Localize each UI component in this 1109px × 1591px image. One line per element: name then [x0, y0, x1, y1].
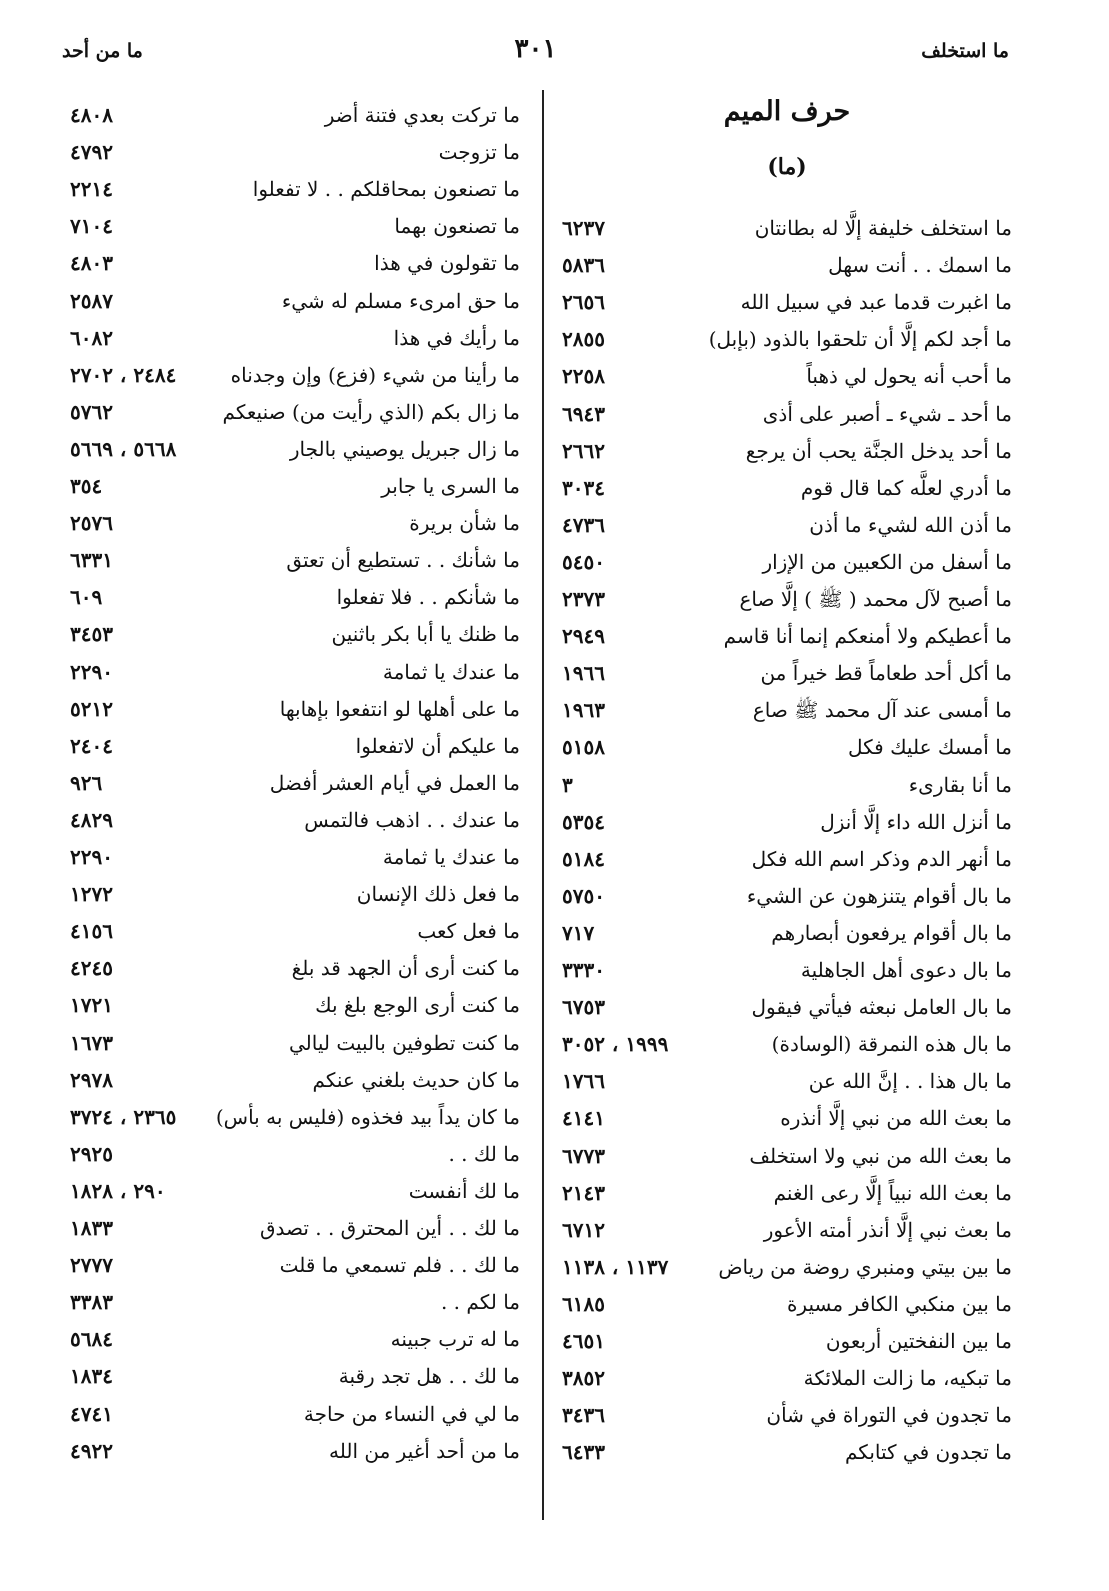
entry-ref-number: ٤٧٣٦: [562, 512, 605, 537]
entry-text: ما بال أقوام يتنزهون عن الشيء: [746, 883, 1012, 908]
entry-ref-number: ٧١٧: [562, 920, 595, 945]
entry-text: ما لك . . فلم تسمعي ما قلت: [279, 1253, 520, 1278]
entry-ref-number: ٢٢٥٨: [562, 364, 605, 389]
entry-text: ما أذن الله لشيء ما أذن: [809, 512, 1012, 537]
entry-text: ما ظنك يا أبا بكر باثنين: [331, 622, 520, 647]
entry-ref-number: ١١٣٧ ، ١١٣٨: [562, 1254, 669, 1279]
index-entry: [562, 989, 1012, 1025]
entry-ref-number: ٦٢٣٧: [562, 216, 605, 240]
entry-ref-number: ٢٨٥٥: [562, 327, 605, 352]
entry-ref-number: ٤٨٠٣: [70, 251, 113, 276]
entry-text: ما أكل أحد طعاماً قط خيراً من: [760, 661, 1012, 686]
entry-ref-number: ٣٣٣٠: [562, 958, 605, 982]
entry-text: ما شأنك . . تستطيع أن تعتق: [286, 548, 520, 573]
entry-ref-number: ٤٨٠٨: [70, 103, 113, 127]
entry-ref-number: ٩٢٦: [70, 770, 103, 795]
entry-ref-number: ٦٠٩: [70, 585, 103, 610]
entry-ref-number: ١٨٣٣: [70, 1216, 113, 1240]
entry-ref-number: ٦٤٣٣: [562, 1440, 605, 1465]
entry-text: ما اسمك . . أنت سهل: [828, 253, 1012, 278]
entry-text: ما بال دعوى أهل الجاهلية: [800, 958, 1012, 982]
index-entry: [70, 1173, 520, 1209]
entry-ref-number: ٥٦٦٨ ، ٥٦٦٩: [70, 436, 177, 461]
index-entry: [562, 618, 1012, 654]
entry-text: ما تصنعون بهما: [394, 214, 520, 239]
entry-ref-number: ٢٤٠٤: [70, 733, 113, 758]
index-entry: [70, 431, 520, 467]
entry-text: ما السرى يا جابر: [381, 474, 520, 498]
entry-ref-number: ٤٧٩٢: [70, 140, 113, 165]
index-entry: [70, 97, 520, 133]
entry-text: ما بال العامل نبعثه فيأتي فيقول: [751, 995, 1012, 1020]
entry-ref-number: ٢٧٧٧: [70, 1253, 113, 1278]
index-entry: [70, 950, 520, 986]
index-entry: [562, 1100, 1012, 1136]
entry-text: ما اغبرت قدما عبد في سبيل الله: [740, 290, 1012, 315]
entry-text: ما على أهلها لو انتفعوا بإهابها: [279, 696, 520, 721]
entry-ref-number: ١٧٢١: [70, 993, 113, 1018]
entry-text: ما بال أقوام يرفعون أبصارهم: [771, 920, 1012, 945]
entry-text: ما أحب أنه يحول لي ذهباً: [806, 364, 1012, 389]
entry-ref-number: ٢٣٦٥ ، ٣٧٢٤: [70, 1104, 177, 1129]
index-entry: [70, 283, 520, 319]
entry-ref-number: ١٩٦٦: [562, 661, 605, 686]
index-entry: [562, 1360, 1012, 1396]
entry-ref-number: ٢٢٩٠: [70, 659, 113, 684]
entry-text: ما شأن بريرة: [409, 511, 520, 536]
entry-text: ما بين بيتي ومنبري روضة من رياض: [718, 1254, 1012, 1279]
entry-text: ما أسفل من الكعبين من الإزار: [762, 549, 1012, 574]
index-entry: [70, 1284, 520, 1320]
index-entry: [70, 208, 520, 244]
index-entry: [562, 1397, 1012, 1433]
index-entry: [562, 692, 1012, 728]
entry-ref-number: ٤٢٤٥: [70, 956, 113, 981]
index-entry: [562, 358, 1012, 394]
entry-text: ما أعطيكم ولا أمنعكم إنما أنا قاسم: [723, 624, 1012, 649]
entry-ref-number: ٥٧٥٠: [562, 883, 605, 908]
index-entry: [562, 544, 1012, 580]
entry-ref-number: ١٨٣٤: [70, 1364, 113, 1389]
index-entry: [70, 728, 520, 764]
index-entry: [562, 581, 1012, 617]
index-entry: [70, 654, 520, 690]
index-entry: [562, 655, 1012, 691]
index-entry: [562, 767, 1012, 803]
entry-ref-number: ١٩٦٣: [562, 698, 605, 723]
index-entry: [70, 876, 520, 912]
entry-ref-number: ٥١٨٤: [562, 846, 605, 871]
entry-text: ما عندك . . اذهب فالتمس: [304, 807, 520, 832]
entry-text: ما عندك يا ثمامة: [382, 659, 520, 684]
column-divider: [542, 90, 544, 1520]
index-entry: [562, 915, 1012, 951]
entry-text: ما العمل في أيام العشر أفضل: [269, 770, 520, 795]
entry-text: ما تقولون في هذا: [374, 251, 520, 276]
entry-ref-number: ٣٣٨٣: [70, 1290, 113, 1315]
entry-text: ما أجد لكم إلَّا أن تلحقوا بالذود (بإبل): [708, 327, 1012, 352]
entry-text: ما كنت أرى أن الجهد قد بلغ: [291, 956, 520, 981]
index-entry: [562, 284, 1012, 320]
entry-text: ما كان يداً بيد فخذوه (فليس به بأس): [215, 1104, 520, 1129]
entry-ref-number: ٣٨٥٢: [562, 1366, 605, 1391]
index-entry: [70, 394, 520, 430]
entry-ref-number: ٤٦٥١: [562, 1329, 605, 1353]
entry-ref-number: ٣٠٣٤: [562, 475, 605, 500]
index-entry: [562, 1434, 1012, 1470]
entry-ref-number: ٢٥٧٦: [70, 511, 113, 536]
index-entry: [70, 913, 520, 949]
index-entry: [70, 171, 520, 207]
index-entry: [562, 247, 1012, 283]
entry-ref-number: ١٦٧٣: [70, 1030, 113, 1055]
entry-text: ما لكم . .: [440, 1290, 520, 1315]
entry-text: ما أنا بقارىء: [908, 772, 1012, 797]
entry-ref-number: ٥١٥٨: [562, 735, 605, 760]
running-head-right: ما استخلف: [921, 40, 1009, 62]
index-entry: [562, 1249, 1012, 1285]
entry-ref-number: ٥٨٣٦: [562, 253, 605, 278]
index-entry: [562, 1138, 1012, 1174]
entry-ref-number: ٥٢١٢: [70, 696, 113, 721]
index-entry: [562, 878, 1012, 914]
index-entry: [70, 579, 520, 615]
index-entry: [562, 1323, 1012, 1359]
entry-text: ما استخلف خليفة إلَّا له بطانتان: [754, 216, 1012, 240]
entry-text: ما بعث الله من نبي إلَّا أنذره: [780, 1106, 1012, 1131]
entry-text: ما تبكيه، ما زالت الملائكة: [803, 1366, 1012, 1391]
entry-text: ما فعل ذلك الإنسان: [356, 882, 520, 907]
index-entry: [562, 1175, 1012, 1211]
index-entry: [70, 1247, 520, 1283]
index-entry: [562, 321, 1012, 357]
entry-ref-number: ٤١٤١: [562, 1106, 605, 1131]
index-entry: [70, 1396, 520, 1432]
entry-text: ما أدري لعلَّه كما قال قوم: [800, 475, 1012, 500]
index-entry: [70, 616, 520, 652]
index-entry: [562, 1212, 1012, 1248]
index-entry: [70, 691, 520, 727]
entry-ref-number: ٢٣٧٣: [562, 587, 605, 611]
entry-ref-number: ٤٧٤١: [70, 1401, 113, 1426]
entry-ref-number: ٢٦٥٦: [562, 290, 605, 315]
index-entry: [70, 1025, 520, 1061]
entry-ref-number: ٣٤٣٦: [562, 1403, 605, 1428]
entry-text: ما بال هذه النمرقة (الوسادة): [771, 1032, 1012, 1057]
entry-ref-number: ٤١٥٦: [70, 919, 113, 944]
entry-ref-number: ٢٢١٤: [70, 177, 113, 202]
entry-text: ما كنت تطوفين بالبيت ليالي: [288, 1030, 520, 1055]
entry-ref-number: ٥٣٥٤: [562, 809, 605, 834]
entry-ref-number: ٣: [562, 772, 573, 797]
entry-ref-number: ٣٥٤: [70, 474, 103, 498]
entry-text: ما أحد يدخل الجنَّة يحب أن يرجع: [745, 438, 1012, 463]
index-entry: [70, 542, 520, 578]
entry-text: ما بعث نبي إلَّا أنذر أمته الأعور: [763, 1217, 1012, 1242]
index-entry: [562, 210, 1012, 246]
entry-text: ما كان حديث بلغني عنكم: [312, 1067, 520, 1092]
entry-ref-number: ٢٤٨٤ ، ٢٧٠٢: [70, 362, 177, 387]
entry-ref-number: ٢٩٠ ، ١٨٢٨: [70, 1178, 166, 1203]
index-entry: [70, 134, 520, 170]
entry-text: ما فعل كعب: [417, 919, 520, 944]
entry-text: ما أنهر الدم وذكر اسم الله فكل: [751, 846, 1012, 871]
entry-text: ما رأينا من شيء (فزع) وإن وجدناه: [230, 362, 520, 387]
page-number: ٣٠١: [514, 34, 557, 64]
entry-text: ما تركت بعدي فتنة أضر: [324, 103, 520, 127]
entry-text: ما كنت أرى الوجع بلغ بك: [315, 993, 520, 1018]
entry-ref-number: ٢٩٧٨: [70, 1067, 113, 1092]
entry-text: ما بين منكبي الكافر مسيرة: [786, 1291, 1012, 1316]
index-entry: [562, 396, 1012, 432]
entry-text: ما له ترب جبينه: [390, 1327, 520, 1352]
section-subtitle: (ما): [767, 154, 807, 180]
index-entry: [70, 1433, 520, 1469]
entry-ref-number: ٦٧٧٣: [562, 1143, 605, 1168]
index-entry: [70, 1099, 520, 1135]
index-entry: [70, 245, 520, 281]
entry-ref-number: ١٩٩٩ ، ٣٠٥٢: [562, 1032, 669, 1057]
entry-ref-number: ٦٧١٢: [562, 1217, 605, 1242]
entry-ref-number: ٥٤٥٠: [562, 549, 605, 574]
entry-text: ما لك . . هل تجد رقبة: [338, 1364, 520, 1389]
entry-text: ما بعث الله نبياً إلَّا رعى الغنم: [773, 1180, 1012, 1205]
entry-text: ما حق امرىء مسلم له شيء: [281, 288, 520, 313]
entry-text: ما أمسى عند آل محمد ﷺ صاع: [752, 698, 1012, 723]
entry-text: ما تجدون في التوراة في شأن: [766, 1403, 1012, 1428]
index-entry: [70, 802, 520, 838]
entry-ref-number: ٣٤٥٣: [70, 622, 113, 647]
entry-text: ما زال جبريل يوصيني بالجار: [289, 436, 520, 461]
index-entry: [562, 507, 1012, 543]
entry-text: ما أصبح لآل محمد ( ﷺ ) إلَّا صاع: [739, 587, 1012, 611]
section-title: حرف الميم: [723, 96, 851, 127]
entry-text: ما تصنعون بمحاقلكم . . لا تفعلوا: [252, 177, 520, 202]
index-entry: [70, 357, 520, 393]
entry-text: ما بين النفختين أربعون: [825, 1329, 1012, 1353]
entry-text: ما أمسك عليك فكل: [847, 735, 1012, 760]
entry-text: ما عندك يا ثمامة: [382, 845, 520, 869]
entry-text: ما شأنكم . . فلا تفعلوا: [336, 585, 520, 610]
index-entry: [70, 1321, 520, 1357]
entry-ref-number: ٢٦٦٢: [562, 438, 605, 463]
entry-ref-number: ٦٣٣١: [70, 548, 113, 573]
index-entry: [562, 804, 1012, 840]
entry-ref-number: ٦١٨٥: [562, 1291, 605, 1316]
index-entry: [70, 839, 520, 875]
index-entry: [70, 1210, 520, 1246]
entry-ref-number: ٢٥٨٧: [70, 288, 113, 313]
entry-ref-number: ٥٧٦٢: [70, 399, 113, 424]
entry-ref-number: ٢٢٩٠: [70, 845, 113, 869]
index-entry: [70, 765, 520, 801]
index-entry: [70, 505, 520, 541]
entry-text: ما زال بكم (الذي رأيت من) صنيعكم: [222, 399, 520, 424]
index-entry: [70, 468, 520, 504]
entry-text: ما لي في النساء من حاجة: [303, 1401, 520, 1426]
entry-ref-number: ٦٩٤٣: [562, 401, 605, 426]
entry-text: ما بال هذا . . إنَّ الله عن: [808, 1069, 1012, 1094]
entry-ref-number: ١٧٦٦: [562, 1069, 605, 1094]
index-entry: [562, 1286, 1012, 1322]
index-entry: [562, 952, 1012, 988]
index-entry: [70, 1062, 520, 1098]
index-entry: [70, 1136, 520, 1172]
page-header: [62, 34, 1009, 74]
entry-ref-number: ٢٩٤٩: [562, 624, 605, 649]
entry-ref-number: ٧١٠٤: [70, 214, 113, 239]
entry-ref-number: ٤٩٢٢: [70, 1438, 113, 1463]
index-entry: [70, 320, 520, 356]
entry-text: ما من أحد أغير من الله: [329, 1438, 520, 1463]
entry-text: ما لك . .: [448, 1141, 520, 1166]
index-entry: [70, 987, 520, 1023]
index-entry: [562, 433, 1012, 469]
index-entry: [562, 841, 1012, 877]
entry-text: ما أنزل الله داء إلَّا أنزل: [820, 809, 1012, 834]
entry-text: ما أحد ـ شيء ـ أصبر على أذى: [762, 401, 1012, 426]
entry-ref-number: ٢١٤٣: [562, 1180, 605, 1205]
entry-text: ما تزوجت: [438, 140, 520, 165]
entry-text: ما بعث الله من نبي ولا استخلف: [749, 1143, 1012, 1168]
entry-ref-number: ٢٩٢٥: [70, 1141, 113, 1166]
index-entry: [562, 470, 1012, 506]
entry-ref-number: ٤٨٢٩: [70, 807, 113, 832]
entry-ref-number: ٥٦٨٤: [70, 1327, 113, 1352]
entry-text: ما لك . . أين المحترق . . تصدق: [259, 1216, 520, 1240]
entry-text: ما رأيك في هذا: [393, 325, 520, 350]
index-entry: [562, 1026, 1012, 1062]
running-head-left: ما من أحد: [62, 40, 143, 62]
entry-ref-number: ١٢٧٢: [70, 882, 113, 907]
entry-text: ما عليكم أن لاتفعلوا: [355, 733, 520, 758]
index-entry: [70, 1358, 520, 1394]
entry-ref-number: ٦٠٨٢: [70, 325, 113, 350]
index-entry: [562, 1063, 1012, 1099]
entry-ref-number: ٦٧٥٣: [562, 995, 605, 1020]
entry-text: ما لك أنفست: [408, 1178, 520, 1203]
index-entry: [562, 729, 1012, 765]
entry-text: ما تجدون في كتابكم: [844, 1440, 1012, 1465]
